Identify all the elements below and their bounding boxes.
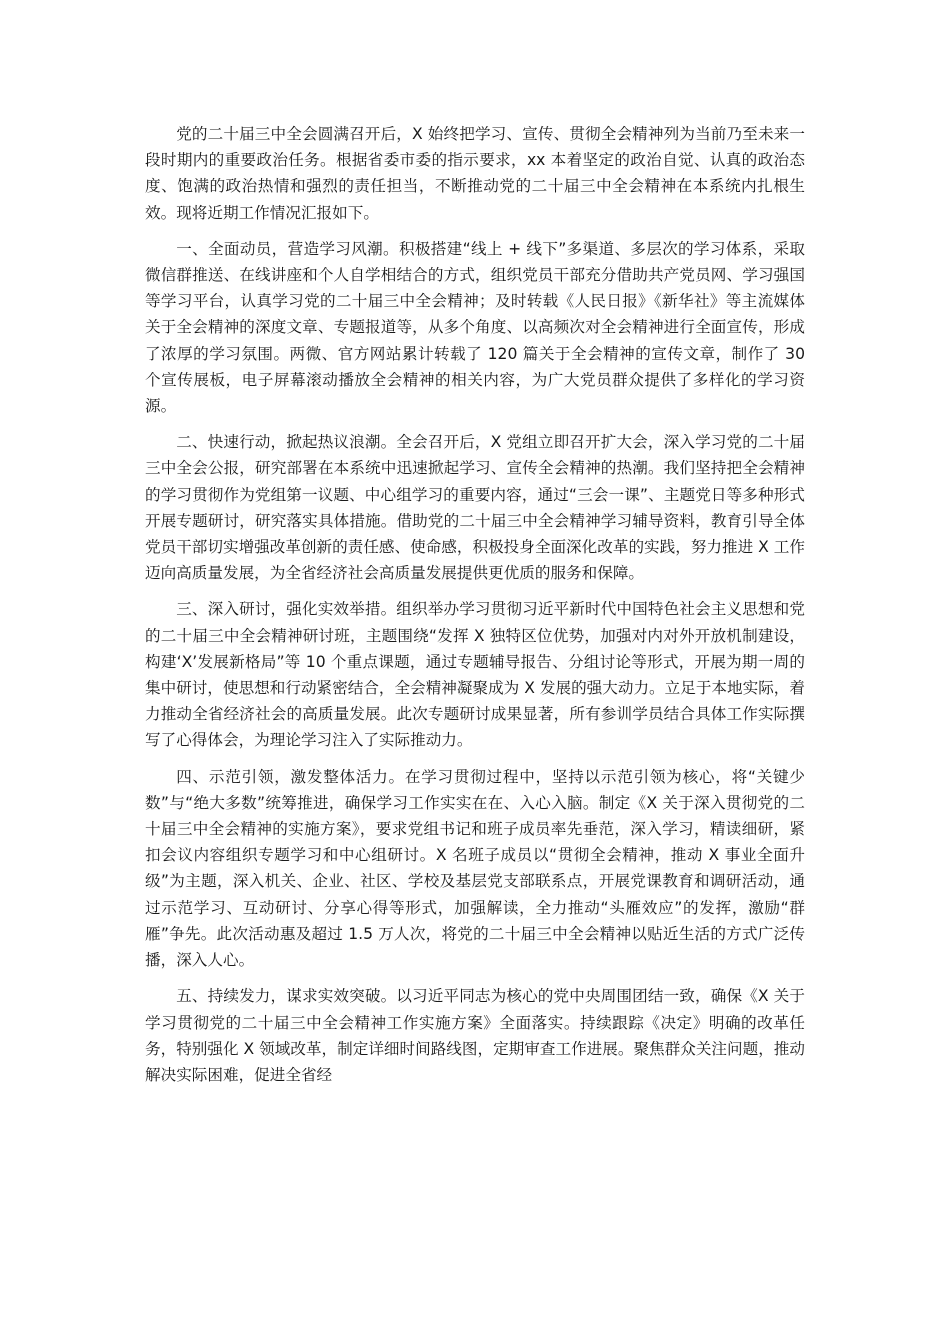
paragraph-section-4: 四、示范引领，激发整体活力。在学习贯彻过程中，坚持以示范引领为核心，将“关键少数”与“绝大多数”统筹推进，确保学习工作实实在在、入心入脑。制定《X 关于深入贯彻党的二十届三中全会精神的实施方案》，要求党组书记和班子成员率先垂范，深入学习，精读细研，紧扣会议内容组织专题学习和中心组研讨。X 名班子成员以“贯彻全会精神，推动 X 事业全面升级”为主题，深入机关、企业、社区、学校及基层党支部联系点，开展党课教育和调研活动，通过示范学习、互动研讨、分享心得等形式，加强解读，全力推动“头雁效应”的发挥，激励“群雁”争先。此次活动惠及超过 1.5 万人次，将党的二十届三中全会精神以贴近生活的方式广泛传播，深入人心。 — [145, 767, 805, 970]
paragraph-section-3: 三、深入研讨，强化实效举措。组织举办学习贯彻习近平新时代中国特色社会主义思想和党的二十届三中全会精神研讨班，主题围绕“发挥 X 独特区位优势，加强对内对外开放机制建设，构建‘X’发展新格局”等 10 个重点课题，通过专题辅导报告、分组讨论等形式，开展为期一周的集中研讨，使思想和行动紧密结合，全会精神凝聚成为 X 发展的强大动力。立足于本地实际，着力推动全省经济社会的高质量发展。此次专题研讨成果显著，所有参训学员结合具体工作实际撰写了心得体会，为理论学习注入了实际推动力。 — [145, 600, 805, 750]
paragraph-section-2: 二、快速行动，掀起热议浪潮。全会召开后，X 党组立即召开扩大会，深入学习党的二十届三中全会公报，研究部署在本系统中迅速掀起学习、宣传全会精神的热潮。我们坚持把全会精神的学习贯彻作为党组第一议题、中心组学习的重要内容，通过“三会一课”、主题党日等多种形式开展专题研讨，研究落实具体措施。借助党的二十届三中全会精神学习辅导资料，教育引导全体党员干部切实增强改革创新的责任感、使命感，积极投身全面深化改革的实践，努力推进 X 工作迈向高质量发展，为全省经济社会高质量发展提供更优质的服务和保障。 — [145, 433, 805, 583]
document-body — [145, 121, 805, 1098]
paragraph-intro: 党的二十届三中全会圆满召开后，X 始终把学习、宣传、贯彻全会精神列为当前乃至未来一段时期内的重要政治任务。根据省委市委的指示要求，xx 本着坚定的政治自觉、认真的政治态度、饱满的政治热情和强烈的责任担当，不断推动党的二十届三中全会精神在本系统内扎根生效。现将近期工作情况汇报如下。 — [145, 125, 805, 222]
paragraph-section-5: 五、持续发力，谋求实效突破。以习近平同志为核心的党中央周围团结一致，确保《X 关于学习贯彻党的二十届三中全会精神工作实施方案》全面落实。持续跟踪《决定》明确的改革任务，特别强化 X 领域改革，制定详细时间路线图，定期审查工作进展。聚焦群众关注问题，推动解决实际困难，促进全省经 — [145, 987, 805, 1084]
paragraph-section-1: 一、全面动员，营造学习风潮。积极搭建“线上 + 线下”多渠道、多层次的学习体系，采取微信群推送、在线讲座和个人自学相结合的方式，组织党员干部充分借助共产党员网、学习强国等学习平台，认真学习党的二十届三中全会精神；及时转载《人民日报》《新华社》等主流媒体关于全会精神的深度文章、专题报道等，从多个角度、以高频次对全会精神进行全面宣传，形成了浓厚的学习氛围。两微、官方网站累计转载了 120 篇关于全会精神的宣传文章，制作了 30 个宣传展板，电子屏幕滚动播放全会精神的相关内容，为广大党员群众提供了多样化的学习资源。 — [145, 239, 805, 416]
